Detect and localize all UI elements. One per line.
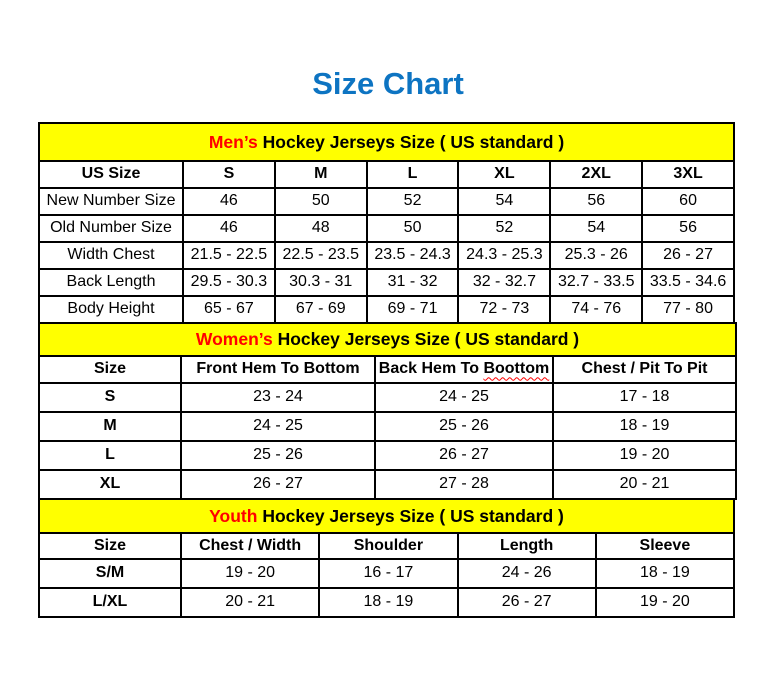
mens-value-cell: 31 - 32 bbox=[367, 269, 459, 296]
womens-value-cell: 19 - 20 bbox=[553, 441, 736, 470]
mens-value-cell: 29.5 - 30.3 bbox=[183, 269, 275, 296]
mens-value-cell: 77 - 80 bbox=[642, 296, 734, 323]
youth-col-header-3 bbox=[458, 533, 596, 559]
mens-header-row bbox=[39, 161, 734, 188]
womens-col-header-label: Chest / Pit To Pit bbox=[581, 360, 708, 378]
youth-data-row bbox=[39, 559, 734, 588]
womens-data-row bbox=[39, 470, 736, 499]
mens-caption-cell bbox=[39, 123, 734, 161]
womens-value-cell: 25 - 26 bbox=[375, 412, 553, 441]
youth-value-cell: 20 - 21 bbox=[181, 588, 319, 617]
youth-value-cell: 19 - 20 bbox=[596, 588, 734, 617]
mens-value-cell: 54 bbox=[550, 215, 642, 242]
mens-value-cell: 21.5 - 22.5 bbox=[183, 242, 275, 269]
womens-header-row bbox=[39, 356, 736, 383]
mens-col-header-2 bbox=[275, 161, 367, 188]
womens-value-cell: 24 - 25 bbox=[375, 383, 553, 412]
womens-caption-highlight: Women’s bbox=[195, 329, 273, 350]
mens-value-cell: 56 bbox=[550, 188, 642, 215]
womens-row-label: XL bbox=[39, 470, 181, 499]
mens-value-cell: 32 - 32.7 bbox=[458, 269, 550, 296]
youth-col-header-label: Chest / Width bbox=[199, 536, 302, 554]
womens-data-row bbox=[39, 412, 736, 441]
mens-row-label: Back Length bbox=[39, 269, 183, 296]
youth-data-row bbox=[39, 588, 734, 617]
mens-value-cell: 30.3 - 31 bbox=[275, 269, 367, 296]
mens-value-cell: 46 bbox=[183, 188, 275, 215]
womens-caption-cell bbox=[39, 323, 736, 356]
youth-row-label: S/M bbox=[39, 559, 181, 588]
womens-data-row bbox=[39, 441, 736, 470]
mens-value-cell: 69 - 71 bbox=[367, 296, 459, 323]
mens-col-header-6 bbox=[642, 161, 734, 188]
womens-value-cell: 18 - 19 bbox=[553, 412, 736, 441]
mens-value-cell: 48 bbox=[275, 215, 367, 242]
mens-value-cell: 72 - 73 bbox=[458, 296, 550, 323]
youth-col-header-0 bbox=[39, 533, 181, 559]
womens-caption-text: Hockey Jerseys Size ( US standard ) bbox=[277, 329, 580, 350]
youth-value-cell: 24 - 26 bbox=[458, 559, 596, 588]
mens-col-header-3 bbox=[367, 161, 459, 188]
womens-col-header-3 bbox=[553, 356, 736, 383]
mens-value-cell: 52 bbox=[458, 215, 550, 242]
youth-row-label: L/XL bbox=[39, 588, 181, 617]
mens-row-label: Old Number Size bbox=[39, 215, 183, 242]
womens-size-table bbox=[38, 322, 737, 500]
mens-row-label: Body Height bbox=[39, 296, 183, 323]
womens-value-cell: 27 - 28 bbox=[375, 470, 553, 499]
youth-col-header-1 bbox=[181, 533, 319, 559]
mens-data-row bbox=[39, 188, 734, 215]
mens-col-header-0 bbox=[39, 161, 183, 188]
mens-col-header-label: 2XL bbox=[581, 165, 611, 183]
mens-col-header-label: L bbox=[407, 165, 418, 183]
mens-value-cell: 65 - 67 bbox=[183, 296, 275, 323]
womens-value-cell: 26 - 27 bbox=[375, 441, 553, 470]
womens-col-header-misspelled-word: Boottom bbox=[483, 360, 550, 378]
womens-col-header-label: Back Hem To bbox=[378, 360, 479, 378]
womens-col-header-2 bbox=[375, 356, 553, 383]
mens-data-row bbox=[39, 296, 734, 323]
mens-value-cell: 60 bbox=[642, 188, 734, 215]
youth-value-cell: 16 - 17 bbox=[319, 559, 457, 588]
mens-col-header-label: XL bbox=[494, 165, 515, 183]
womens-col-header-0 bbox=[39, 356, 181, 383]
mens-col-header-label: S bbox=[223, 165, 235, 183]
womens-value-cell: 23 - 24 bbox=[181, 383, 375, 412]
mens-value-cell: 32.7 - 33.5 bbox=[550, 269, 642, 296]
mens-row-label: New Number Size bbox=[39, 188, 183, 215]
mens-caption-highlight: Men’s bbox=[208, 131, 258, 152]
mens-data-row bbox=[39, 215, 734, 242]
mens-data-row bbox=[39, 242, 734, 269]
mens-col-header-4 bbox=[458, 161, 550, 188]
womens-col-header-label: Size bbox=[93, 360, 126, 378]
mens-value-cell: 54 bbox=[458, 188, 550, 215]
youth-col-header-label: Length bbox=[499, 536, 554, 554]
mens-col-header-5 bbox=[550, 161, 642, 188]
mens-value-cell: 22.5 - 23.5 bbox=[275, 242, 367, 269]
youth-col-header-label: Sleeve bbox=[639, 536, 691, 554]
youth-value-cell: 18 - 19 bbox=[596, 559, 734, 588]
mens-size-table bbox=[38, 122, 735, 324]
youth-col-header-2 bbox=[319, 533, 457, 559]
womens-value-cell: 26 - 27 bbox=[181, 470, 375, 499]
youth-caption-row bbox=[39, 499, 734, 533]
womens-col-header-1 bbox=[181, 356, 375, 383]
mens-value-cell: 67 - 69 bbox=[275, 296, 367, 323]
youth-value-cell: 18 - 19 bbox=[319, 588, 457, 617]
mens-caption-row bbox=[39, 123, 734, 161]
youth-col-header-4 bbox=[596, 533, 734, 559]
mens-caption-text: Hockey Jerseys Size ( US standard ) bbox=[262, 131, 565, 152]
womens-data-row bbox=[39, 383, 736, 412]
mens-col-header-1 bbox=[183, 161, 275, 188]
youth-header-row bbox=[39, 533, 734, 559]
womens-row-label: L bbox=[39, 441, 181, 470]
mens-value-cell: 74 - 76 bbox=[550, 296, 642, 323]
mens-value-cell: 46 bbox=[183, 215, 275, 242]
mens-value-cell: 33.5 - 34.6 bbox=[642, 269, 734, 296]
mens-value-cell: 26 - 27 bbox=[642, 242, 734, 269]
mens-data-row bbox=[39, 269, 734, 296]
mens-value-cell: 52 bbox=[367, 188, 459, 215]
mens-value-cell: 23.5 - 24.3 bbox=[367, 242, 459, 269]
womens-value-cell: 17 - 18 bbox=[553, 383, 736, 412]
youth-caption-cell bbox=[39, 499, 734, 533]
mens-value-cell: 56 bbox=[642, 215, 734, 242]
womens-value-cell: 24 - 25 bbox=[181, 412, 375, 441]
youth-value-cell: 19 - 20 bbox=[181, 559, 319, 588]
mens-value-cell: 50 bbox=[275, 188, 367, 215]
mens-value-cell: 24.3 - 25.3 bbox=[458, 242, 550, 269]
womens-col-header-label: Front Hem To Bottom bbox=[196, 360, 360, 378]
womens-row-label: M bbox=[39, 412, 181, 441]
womens-value-cell: 20 - 21 bbox=[553, 470, 736, 499]
mens-col-header-label: US Size bbox=[81, 165, 141, 183]
youth-value-cell: 26 - 27 bbox=[458, 588, 596, 617]
youth-col-header-label: Shoulder bbox=[353, 536, 424, 554]
youth-caption-highlight: Youth bbox=[209, 505, 258, 526]
mens-col-header-label: M bbox=[314, 165, 328, 183]
size-tables-container bbox=[38, 122, 735, 618]
page-title: Size Chart bbox=[312, 66, 464, 101]
mens-value-cell: 50 bbox=[367, 215, 459, 242]
youth-caption-text: Hockey Jerseys Size ( US standard ) bbox=[262, 505, 564, 526]
mens-row-label: Width Chest bbox=[39, 242, 183, 269]
womens-row-label: S bbox=[39, 383, 181, 412]
youth-col-header-label: Size bbox=[93, 536, 126, 554]
womens-caption-row bbox=[39, 323, 736, 356]
youth-size-table bbox=[38, 498, 735, 618]
womens-value-cell: 25 - 26 bbox=[181, 441, 375, 470]
mens-col-header-label: 3XL bbox=[673, 165, 703, 183]
mens-value-cell: 25.3 - 26 bbox=[550, 242, 642, 269]
